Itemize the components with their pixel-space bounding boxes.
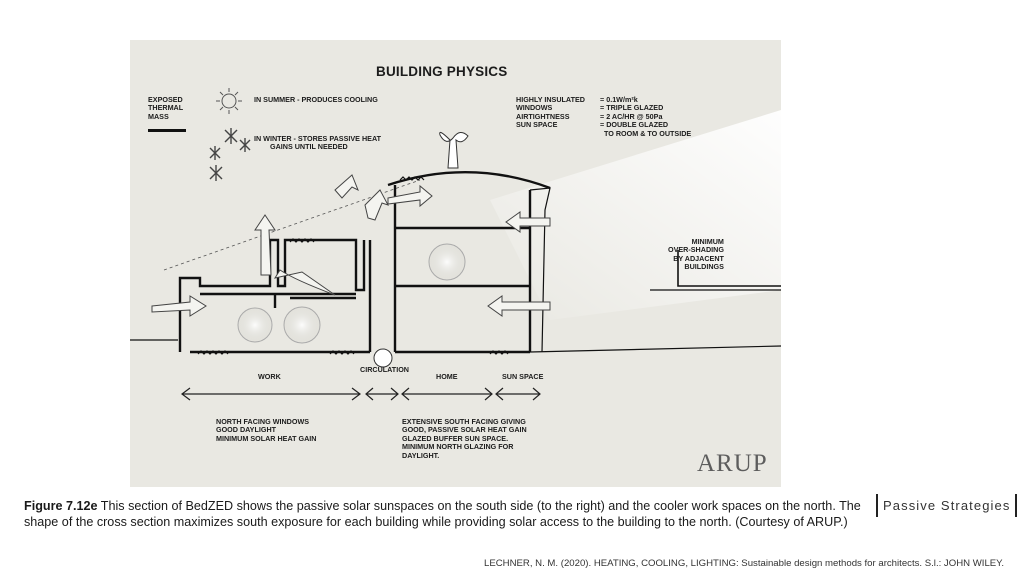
diagram-title: BUILDING PHYSICS	[376, 64, 508, 79]
spec-labels: HIGHLY INSULATED WINDOWS AIRTIGHTNESS SUN SPACE	[516, 95, 585, 130]
occupant-circle	[429, 244, 465, 280]
zone-home: HOME	[436, 372, 458, 381]
legend-winter: IN WINTER - STORES PASSIVE HEAT GAINS UNTIL NEEDED	[254, 134, 381, 152]
zone-work: WORK	[258, 372, 281, 381]
figure-caption	[24, 499, 864, 530]
zone-sun-space: SUN SPACE	[502, 372, 544, 381]
spec-values: = 0.1W/m²k = TRIPLE GLAZED = 2 AC/HR @ 50Pa = DOUBLE GLAZED TO ROOM & TO OUTSIDE	[600, 95, 692, 138]
occupant-circle	[284, 307, 320, 343]
sunlight-beam	[490, 110, 781, 320]
section-badge: Passive Strategies	[876, 494, 1017, 517]
wind-cowl-icon	[440, 132, 468, 168]
south-note: EXTENSIVE SOUTH FACING GIVING GOOD, PASSIVE SOLAR HEAT GAIN GLAZED BUFFER SUN SPACE. MINIMUM NORTH GLAZING FOR DAYLIGHT.	[402, 417, 527, 460]
building-physics-figure	[130, 40, 781, 487]
occupant-circle	[238, 308, 272, 342]
legend-exposed-mass: EXPOSED THERMAL MASS	[148, 95, 184, 121]
zone-circulation: CIRCULATION	[360, 365, 409, 374]
thermal-mass-swatch	[148, 129, 186, 132]
arup-logo: ARUP	[697, 450, 768, 477]
caption-text: This section of BedZED shows the passive solar sunspaces on the south side (to the right) and the cooler work spaces on the north. The shape of the cross section maximizes south exposure for each building while providing solar access to the building to the north. (Courtesy of ARUP.)	[24, 499, 861, 529]
sun-icon	[216, 88, 242, 114]
zone-dimension-arrows	[182, 388, 540, 400]
legend-summer: IN SUMMER - PRODUCES COOLING	[254, 95, 378, 104]
overshading-note: MINIMUM OVER-SHADING BY ADJACENT BUILDINGS	[668, 237, 724, 272]
caption-label: Figure 7.12e	[24, 499, 98, 513]
north-note: NORTH FACING WINDOWS GOOD DAYLIGHT MINIMUM SOLAR HEAT GAIN	[216, 417, 317, 443]
reference-citation: LECHNER, N. M. (2020). HEATING, COOLING, LIGHTING: Sustainable design methods for architects. S.l.: JOHN WILEY.	[484, 558, 1005, 569]
snowflake-icon	[210, 128, 250, 181]
